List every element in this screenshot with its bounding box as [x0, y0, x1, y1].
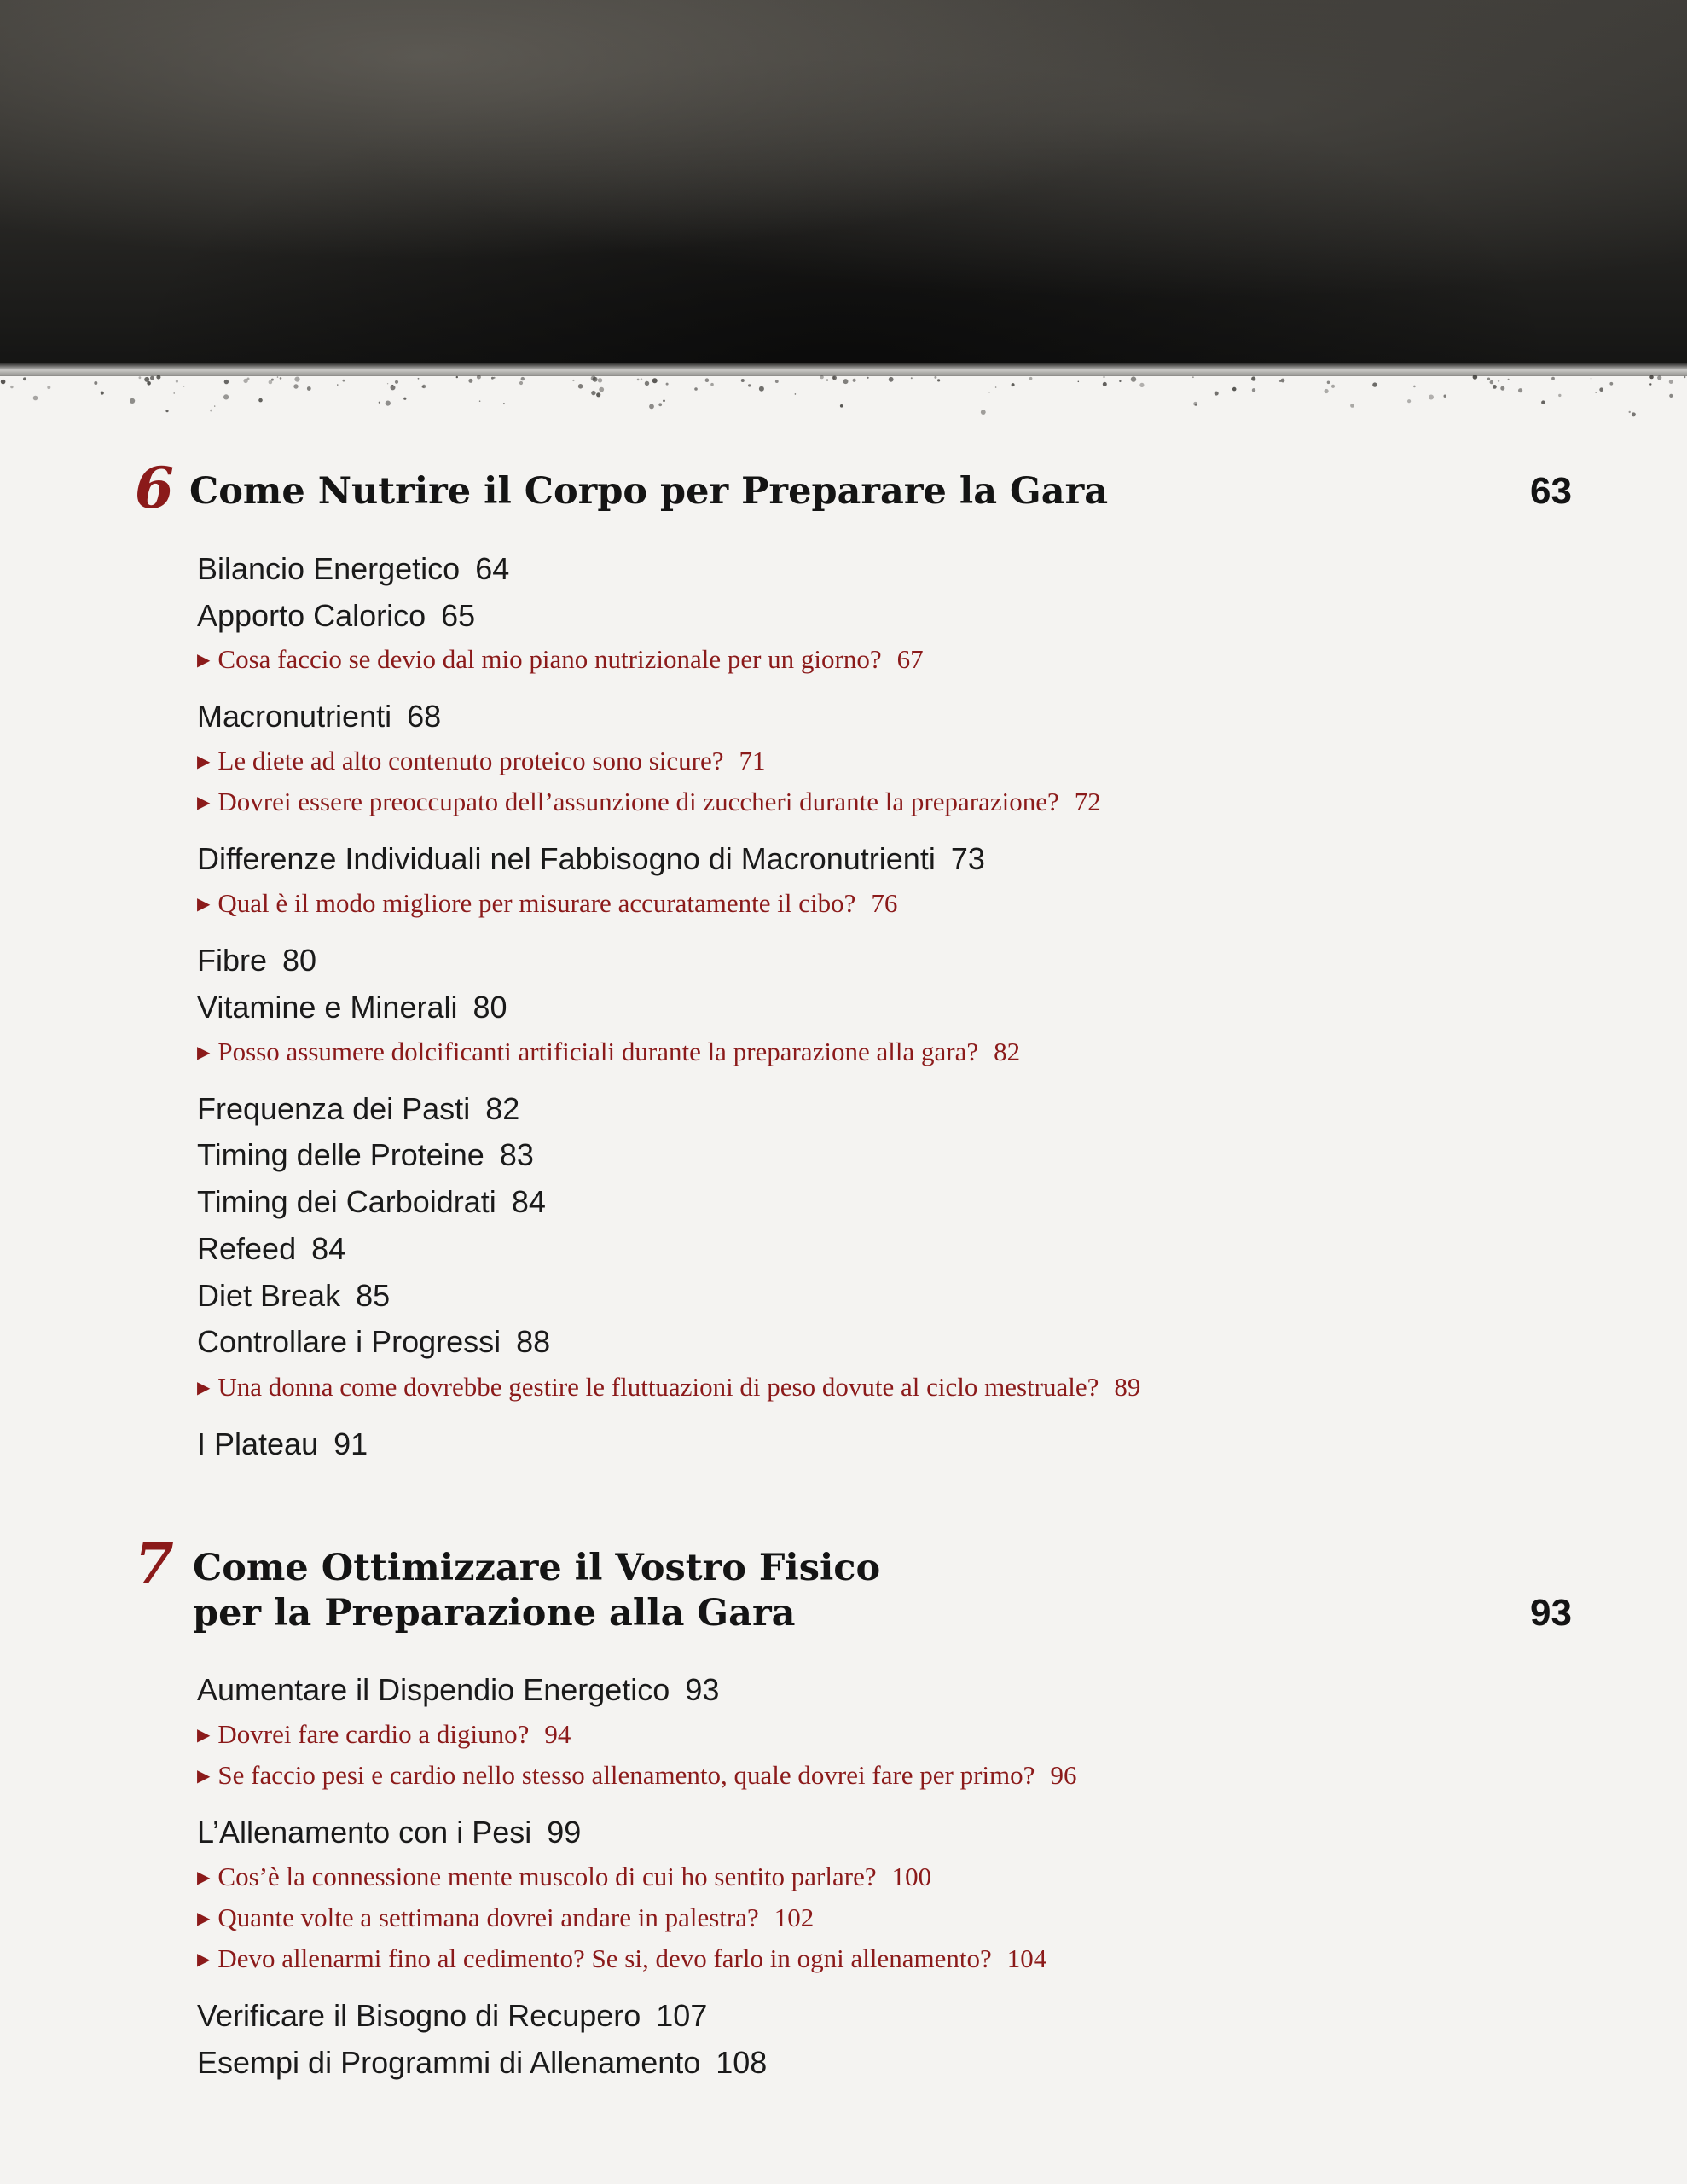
entry-text: Fibre	[197, 943, 268, 978]
speckle-dot	[705, 378, 710, 382]
entry-page-number: 85	[356, 1278, 391, 1313]
speckle-dot	[1251, 376, 1255, 380]
toc-section-entry[interactable]	[197, 698, 441, 735]
triangle-bullet-icon: ▶	[197, 1868, 211, 1887]
speckle-dot	[1669, 380, 1673, 384]
entry-text: Apporto Calorico	[197, 598, 426, 633]
speckle-dot	[1350, 404, 1354, 408]
speckle-dot	[271, 379, 274, 381]
speckle-dot	[666, 383, 669, 386]
speckle-dot	[1215, 392, 1219, 396]
toc-question-entry[interactable]	[197, 1035, 1020, 1072]
entry-text: Macronutrienti	[197, 699, 392, 734]
speckle-dot	[456, 376, 458, 378]
speckle-dot	[1232, 387, 1237, 392]
speckle-dot	[867, 377, 869, 379]
toc-question-entry[interactable]	[197, 1860, 931, 1897]
speckle-dot	[156, 375, 160, 380]
speckle-dot	[1649, 383, 1651, 385]
entry-text: Cos’è la connessione mente muscolo di cui ho sentito parlare?	[217, 1862, 877, 1891]
speckle-dot	[1325, 389, 1329, 393]
speckle-dot	[147, 381, 151, 386]
speckle-dot	[1508, 379, 1510, 380]
speckle-dot	[1413, 386, 1416, 388]
speckle-dot	[649, 404, 654, 410]
speckle-dot	[477, 375, 481, 380]
toc-question-entry[interactable]	[197, 886, 897, 924]
entry-page-number: 72	[1074, 787, 1101, 816]
entry-page-number: 65	[441, 598, 476, 633]
toc-question-entry[interactable]	[197, 744, 765, 781]
speckle-dot	[1473, 375, 1478, 380]
toc-section-entry[interactable]	[197, 1814, 581, 1851]
speckle-dot	[593, 377, 598, 382]
entry-page-number: 102	[774, 1902, 815, 1932]
speckle-dot	[1595, 392, 1597, 393]
speckle-dot	[1252, 388, 1255, 392]
toc-question-entry[interactable]	[197, 785, 1101, 822]
speckle-dot	[1407, 399, 1411, 403]
entry-page-number: 82	[485, 1091, 520, 1126]
entry-page-number: 84	[311, 1231, 346, 1266]
speckle-dot	[694, 387, 698, 391]
toc-section-entry[interactable]	[197, 1136, 534, 1174]
speckle-dot	[258, 398, 263, 403]
speckle-dot	[1684, 376, 1685, 378]
speckle-dot	[403, 398, 406, 400]
speckle-dot	[1029, 377, 1033, 380]
entry-page-number: 73	[950, 841, 985, 876]
triangle-bullet-icon: ▶	[197, 752, 211, 771]
speckle-dot	[10, 386, 13, 388]
speckle-dot	[1490, 380, 1493, 384]
speckle-dot	[820, 375, 823, 379]
toc-section-entry[interactable]	[197, 1277, 390, 1315]
speckle-dot	[1558, 394, 1561, 397]
speckle-dot	[130, 398, 135, 404]
chapter-page-number[interactable]: 93	[1530, 1592, 1572, 1634]
speckle-dot	[173, 392, 175, 394]
speckle-dot	[94, 381, 97, 385]
triangle-bullet-icon: ▶	[197, 793, 211, 812]
toc-section-entry[interactable]	[197, 989, 507, 1026]
speckle-dot	[418, 378, 420, 380]
entry-text: Quante volte a settimana dovrei andare in palestra?	[217, 1902, 759, 1932]
speckle-dot	[210, 410, 212, 412]
speckle-dot	[422, 385, 426, 388]
entry-text: Aumentare il Dispendio Energetico	[197, 1672, 670, 1707]
entry-page-number: 93	[685, 1672, 720, 1707]
speckle-dot	[1327, 381, 1330, 385]
entry-text: Vitamine e Minerali	[197, 990, 458, 1025]
speckle-dot	[277, 376, 279, 378]
entry-text: Diet Break	[197, 1278, 341, 1313]
speckle-dot	[1498, 380, 1499, 382]
entry-text: Le diete ad alto contenuto proteico sono sicure?	[217, 746, 724, 775]
speckle-dot	[572, 380, 574, 381]
entry-text: Dovrei fare cardio a digiuno?	[217, 1719, 530, 1749]
entry-page-number: 104	[1006, 1943, 1047, 1973]
toc-question-entry[interactable]	[197, 1717, 571, 1755]
entry-page-number: 89	[1114, 1372, 1141, 1402]
speckle-dot	[937, 379, 940, 381]
speckle-dot	[387, 383, 388, 384]
chapter-number: 6	[135, 455, 174, 521]
entry-text: L’Allenamento con i Pesi	[197, 1815, 532, 1850]
entry-text: Devo allenarmi fino al cedimento? Se si, devo farlo in ogni allenamento?	[217, 1943, 992, 1973]
entry-page-number: 82	[994, 1037, 1021, 1066]
toc-section-entry[interactable]	[197, 597, 475, 635]
speckle-dot	[391, 385, 396, 390]
speckle-dot	[144, 377, 149, 382]
toc-section-entry[interactable]	[197, 1426, 368, 1463]
speckle-dot	[1139, 383, 1144, 387]
speckle-dot	[1518, 388, 1522, 392]
speckle-dot	[578, 384, 583, 389]
speckle-dot	[269, 380, 273, 385]
triangle-bullet-icon: ▶	[197, 895, 211, 914]
triangle-bullet-icon: ▶	[197, 1767, 211, 1786]
speckle-dot	[521, 377, 525, 380]
speckle-dot	[307, 386, 311, 391]
speckle-dot	[479, 400, 481, 402]
speckle-dot	[395, 380, 398, 384]
entry-page-number: 80	[282, 943, 317, 978]
entry-text: Posso assumere dolcificanti artificiali durante la preparazione alla gara?	[217, 1037, 979, 1066]
banner-torn-edge	[0, 363, 1687, 376]
entry-page-number: 107	[656, 1998, 708, 2033]
speckle-dot	[658, 403, 662, 406]
entry-text: Frequenza dei Pasti	[197, 1091, 471, 1126]
entry-page-number: 67	[896, 644, 924, 674]
entry-text: Qual è il modo migliore per misurare accuratamente il cibo?	[217, 888, 856, 918]
triangle-bullet-icon: ▶	[197, 1043, 211, 1062]
speckle-dot	[645, 381, 649, 386]
triangle-bullet-icon: ▶	[197, 651, 211, 670]
chapter-title[interactable]: Come Nutrire il Corpo per Preparare la Gara	[189, 470, 1109, 513]
entry-page-number: 91	[333, 1426, 368, 1461]
speckle-dot	[343, 380, 345, 382]
entry-text: Controllare i Progressi	[197, 1324, 501, 1359]
entry-text: Timing delle Proteine	[197, 1137, 484, 1172]
speckle-dot	[596, 392, 600, 397]
speckle-dot	[519, 381, 523, 385]
speckle-dot	[1131, 376, 1136, 381]
speckle-dot	[491, 377, 494, 380]
speckle-dot	[47, 386, 50, 389]
speckle-dot	[1, 380, 6, 385]
entry-page-number: 99	[547, 1815, 582, 1850]
speckle-dot	[1632, 412, 1636, 416]
speckle-dot	[1103, 376, 1104, 378]
speckle-dot	[889, 377, 894, 382]
entry-page-number: 68	[407, 699, 442, 734]
speckle-dot	[214, 405, 215, 406]
speckle-dot	[1119, 380, 1121, 382]
speckle-dot	[1444, 395, 1446, 398]
speckle-dot	[468, 379, 472, 383]
entry-text: Refeed	[197, 1231, 297, 1266]
speckle-dot	[663, 400, 665, 403]
speckle-dot	[1487, 378, 1490, 380]
entry-page-number: 71	[739, 746, 766, 775]
toc-question-entry[interactable]	[197, 1942, 1046, 1979]
triangle-bullet-icon: ▶	[197, 1379, 211, 1397]
speckle-dot	[1372, 382, 1377, 386]
speckle-dot	[176, 380, 178, 382]
entry-page-number: 108	[716, 2045, 768, 2080]
speckle-dot	[1429, 395, 1434, 400]
speckle-dot	[599, 387, 604, 392]
entry-text: Timing dei Carboidrati	[197, 1184, 496, 1219]
speckle-dot	[1551, 377, 1555, 380]
speckle-dot	[1609, 382, 1613, 386]
speckle-dot	[775, 380, 779, 383]
speckle-dot	[503, 403, 505, 404]
speckle-dot	[337, 384, 338, 385]
speckle-dot	[844, 379, 849, 384]
triangle-bullet-icon: ▶	[197, 1909, 211, 1928]
entry-text: Una donna come dovrebbe gestire le fluttuazioni di peso dovute al ciclo mestruale?	[217, 1372, 1099, 1402]
entry-page-number: 96	[1050, 1760, 1077, 1790]
speckle-dot	[223, 394, 229, 399]
speckle-dot	[853, 379, 856, 382]
speckle-dot	[33, 396, 38, 401]
speckle-dot	[165, 410, 168, 412]
speckle-dot	[386, 401, 391, 406]
toc-section-entry[interactable]	[197, 550, 509, 588]
speckle-dot	[243, 379, 247, 383]
speckle-dot	[637, 379, 640, 381]
toc-section-entry[interactable]	[197, 942, 316, 979]
toc-section-entry[interactable]	[197, 1671, 719, 1709]
speckle-dot	[934, 376, 936, 379]
entry-text: Verificare il Bisogno di Recupero	[197, 1998, 641, 2033]
entry-page-number: 94	[544, 1719, 571, 1749]
entry-page-number: 64	[475, 551, 510, 586]
speckle-dot	[710, 383, 714, 386]
speckle-dot	[1500, 386, 1504, 391]
speckle-dot	[1331, 385, 1335, 388]
speckle-dot	[759, 386, 764, 392]
speckle-dot	[741, 379, 745, 382]
toc-section-entry[interactable]	[197, 1230, 345, 1268]
speckle-dot	[1599, 387, 1603, 392]
chapter-title-line-1[interactable]: Come Ottimizzare il Vostro Fisico	[193, 1547, 881, 1589]
entry-page-number: 83	[499, 1137, 534, 1172]
entry-text: Differenze Individuali nel Fabbisogno di Macronutrienti	[197, 841, 936, 876]
entry-text: Cosa faccio se devio dal mio piano nutrizionale per un giorno?	[217, 644, 882, 674]
speckle-dot	[981, 410, 986, 415]
speckle-dot	[995, 386, 997, 388]
toc-section-entry[interactable]	[197, 1997, 707, 2035]
speckle-dot	[1192, 376, 1194, 378]
speckle-dot	[911, 377, 913, 379]
speckle-dot	[1103, 382, 1107, 386]
speckle-dot	[1541, 400, 1545, 404]
speckle-dot	[1281, 379, 1285, 383]
speckle-dot	[1078, 381, 1080, 383]
triangle-bullet-icon: ▶	[197, 1726, 211, 1745]
entry-page-number: 88	[516, 1324, 551, 1359]
speckle-dot	[826, 379, 828, 380]
toc-question-entry[interactable]	[197, 1758, 1076, 1796]
paper-speckles	[0, 375, 1687, 427]
speckle-dot	[1657, 375, 1661, 380]
toc-section-entry[interactable]	[197, 2044, 767, 2082]
toc-section-entry[interactable]	[197, 1323, 550, 1361]
entry-text: Dovrei essere preoccupato dell’assunzione di zuccheri durante la preparazione?	[217, 787, 1059, 816]
speckle-dot	[1193, 402, 1197, 406]
entry-text: Bilancio Energetico	[197, 551, 461, 586]
speckle-dot	[832, 376, 837, 380]
speckle-dot	[224, 380, 229, 384]
speckle-dot	[139, 376, 142, 379]
speckle-dot	[1591, 378, 1592, 380]
speckle-dot	[293, 384, 298, 388]
speckle-dot	[294, 377, 299, 382]
toc-question-entry[interactable]	[197, 1370, 1140, 1408]
speckle-dot	[988, 392, 990, 393]
entry-page-number: 100	[891, 1862, 932, 1891]
speckle-dot	[1649, 375, 1654, 379]
speckle-dot	[840, 404, 844, 408]
entry-text: I Plateau	[197, 1426, 319, 1461]
toc-question-entry[interactable]	[197, 1901, 814, 1938]
speckle-dot	[1493, 385, 1497, 389]
speckle-dot	[1669, 394, 1673, 398]
entry-page-number: 84	[511, 1184, 546, 1219]
entry-text: Se faccio pesi e cardio nello stesso allenamento, quale dovrei fare per primo?	[217, 1760, 1035, 1790]
speckle-dot	[795, 393, 797, 395]
entry-text: Esempi di Programmi di Allenamento	[197, 2045, 701, 2080]
toc-section-entry[interactable]	[197, 1090, 519, 1128]
speckle-dot	[1012, 383, 1015, 386]
entry-page-number: 76	[871, 888, 898, 918]
speckle-dot	[598, 378, 602, 382]
speckle-dot	[748, 384, 751, 386]
speckle-dot	[652, 378, 658, 383]
header-banner-image	[0, 0, 1687, 375]
speckle-dot	[101, 392, 104, 395]
speckle-dot	[23, 377, 26, 380]
chapter-title-line-2[interactable]: per la Preparazione alla Gara	[193, 1592, 796, 1635]
toc-section-entry[interactable]	[197, 1183, 546, 1221]
speckle-dot	[591, 391, 595, 395]
triangle-bullet-icon: ▶	[197, 1950, 211, 1969]
speckle-dot	[150, 376, 154, 380]
chapter-number: 7	[135, 1531, 174, 1597]
entry-page-number: 80	[472, 990, 507, 1025]
speckle-dot	[1629, 411, 1631, 413]
speckle-dot	[641, 378, 642, 380]
chapter-page-number[interactable]: 63	[1530, 470, 1572, 512]
speckle-dot	[379, 402, 380, 404]
toc-question-entry[interactable]	[197, 642, 924, 680]
speckle-dot	[280, 377, 282, 380]
toc-section-entry[interactable]	[197, 840, 985, 878]
